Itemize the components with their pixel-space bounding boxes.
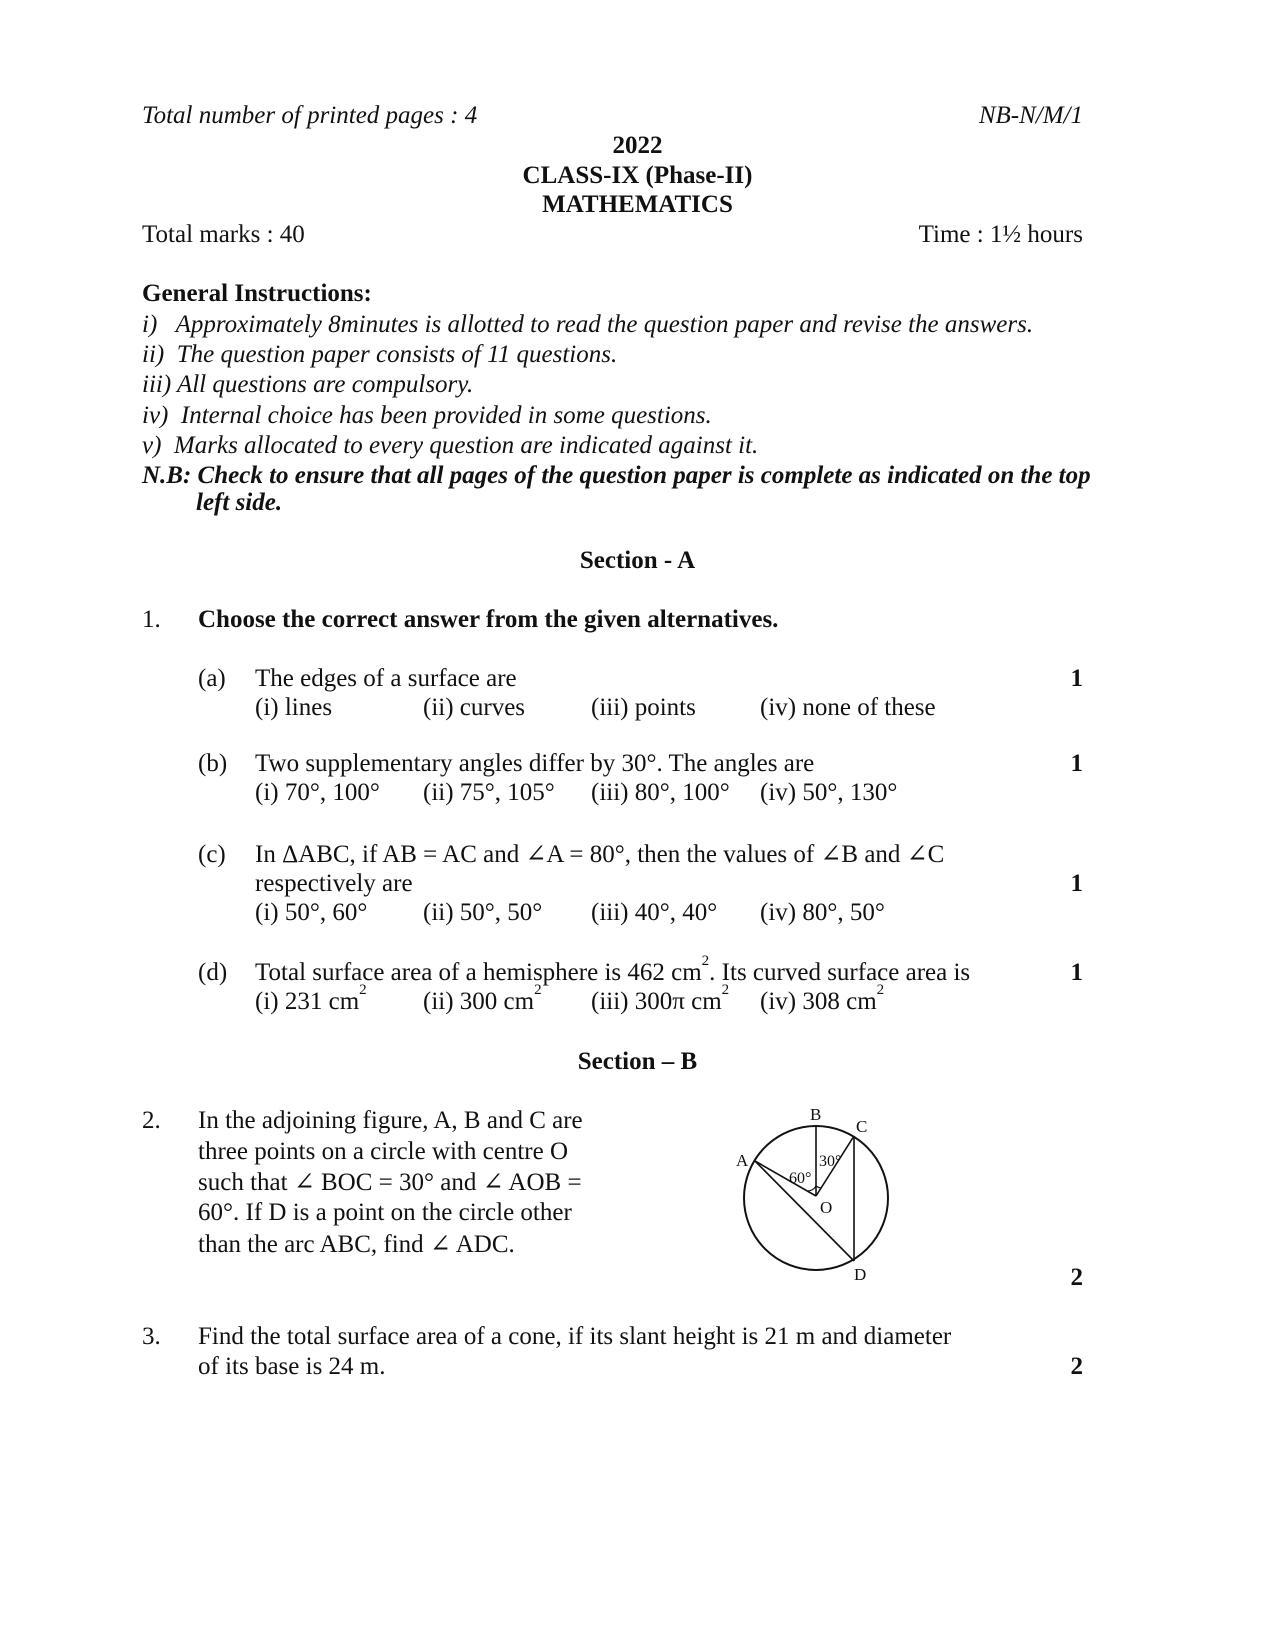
option: (iii) 80°, 100° bbox=[591, 779, 730, 806]
option: (iii) points bbox=[591, 694, 696, 721]
circle-figure bbox=[720, 1100, 910, 1290]
part-label: (d) bbox=[198, 959, 228, 986]
angle-label-boc: 30° bbox=[819, 1153, 842, 1170]
part-a-text: The edges of a surface are bbox=[255, 665, 517, 692]
part-label: (b) bbox=[198, 750, 228, 777]
question-2-line: In the adjoining figure, A, B and C are bbox=[198, 1107, 583, 1134]
option: (iv) none of these bbox=[760, 694, 936, 721]
point-label-o: O bbox=[820, 1198, 833, 1217]
question-2-line: three points on a circle with centre O bbox=[198, 1138, 568, 1165]
option bbox=[255, 982, 367, 1015]
part-c-text: In ΔABC, if AB = AC and ∠A = 80°, then the values of ∠B and ∠C bbox=[255, 841, 945, 868]
section-a-title: Section - A bbox=[579, 547, 696, 574]
nb-note-line2: left side. bbox=[196, 489, 283, 516]
nb-note-line1: N.B: Check to ensure that all pages of the question paper is complete as indicated on the top bbox=[142, 462, 1091, 489]
question-number: 3. bbox=[142, 1323, 161, 1350]
instruction-item: i) Approximately 8minutes is allotted to read the question paper and revise the answers. bbox=[142, 311, 1034, 338]
part-b-text: Two supplementary angles differ by 30°. The angles are bbox=[255, 750, 815, 777]
option-text: (iii) 300π cm bbox=[591, 988, 722, 1015]
option: (iii) 40°, 40° bbox=[591, 899, 718, 926]
superscript: 2 bbox=[721, 982, 730, 998]
question-2-line: such that ∠ BOC = 30° and ∠ AOB = bbox=[198, 1169, 582, 1196]
part-label: (a) bbox=[198, 665, 226, 692]
marks: 2 bbox=[1070, 1353, 1083, 1380]
question-2-line: than the arc ABC, find ∠ ADC. bbox=[198, 1231, 515, 1258]
option-text: (iv) 308 cm bbox=[760, 988, 877, 1015]
point-label-a: A bbox=[736, 1151, 749, 1170]
instruction-item: ii) The question paper consists of 11 questions. bbox=[142, 341, 618, 368]
question-1-text: Choose the correct answer from the given alternatives. bbox=[198, 606, 779, 633]
instruction-item: v) Marks allocated to every question are indicated against it. bbox=[142, 432, 759, 459]
superscript: 2 bbox=[534, 982, 542, 998]
paper-code: NB-N/M/1 bbox=[978, 102, 1083, 129]
option: (ii) 50°, 50° bbox=[423, 899, 543, 926]
option: (ii) 75°, 105° bbox=[423, 779, 555, 806]
angle-label-aob: 60° bbox=[789, 1170, 812, 1187]
section-b-title: Section – B bbox=[577, 1048, 698, 1075]
option bbox=[591, 982, 730, 1015]
question-3-line: of its base is 24 m. bbox=[198, 1353, 386, 1380]
option bbox=[423, 982, 542, 1015]
total-marks: Total marks : 40 bbox=[142, 221, 305, 248]
option-text: (i) 231 cm bbox=[255, 988, 360, 1015]
question-2-line: 60°. If D is a point on the circle other bbox=[198, 1199, 572, 1226]
option-text: (ii) 300 cm bbox=[423, 988, 535, 1015]
superscript: 2 bbox=[701, 953, 710, 969]
option: (i) 50°, 60° bbox=[255, 899, 368, 926]
superscript: 2 bbox=[359, 982, 367, 998]
point-label-b: B bbox=[810, 1105, 822, 1124]
option: (ii) curves bbox=[423, 694, 526, 721]
instruction-item: iii) All questions are compulsory. bbox=[142, 371, 474, 398]
superscript: 2 bbox=[876, 982, 885, 998]
exam-year: 2022 bbox=[612, 132, 663, 159]
instruction-item: iv) Internal choice has been provided in some questions. bbox=[142, 402, 712, 429]
exam-class: CLASS-IX (Phase-II) bbox=[522, 162, 753, 189]
option: (iv) 80°, 50° bbox=[760, 899, 885, 926]
option: (iv) 50°, 130° bbox=[760, 779, 898, 806]
instructions-heading: General Instructions: bbox=[142, 280, 372, 307]
marks: 1 bbox=[1070, 870, 1083, 897]
marks: 1 bbox=[1070, 750, 1083, 777]
part-c-text-cont: respectively are bbox=[255, 870, 413, 897]
question-number: 2. bbox=[142, 1107, 161, 1134]
part-label: (c) bbox=[198, 841, 226, 868]
question-3-line: Find the total surface area of a cone, if its slant height is 21 m and diameter bbox=[198, 1323, 952, 1350]
text-segment: Total surface area of a hemisphere is 462 cm bbox=[255, 959, 702, 986]
exam-time: Time : 1½ hours bbox=[918, 221, 1083, 248]
point-label-d: D bbox=[854, 1265, 867, 1284]
marks: 1 bbox=[1070, 959, 1083, 986]
marks: 2 bbox=[1070, 1264, 1083, 1291]
text-segment: . Its curved surface area is bbox=[709, 959, 971, 986]
option: (i) 70°, 100° bbox=[255, 779, 380, 806]
marks: 1 bbox=[1070, 665, 1083, 692]
point-label-c: C bbox=[856, 1117, 868, 1136]
question-number: 1. bbox=[142, 606, 161, 633]
exam-subject: MATHEMATICS bbox=[542, 191, 733, 218]
option: (i) lines bbox=[255, 694, 333, 721]
option bbox=[760, 982, 885, 1015]
printed-pages-note: Total number of printed pages : 4 bbox=[142, 102, 478, 129]
